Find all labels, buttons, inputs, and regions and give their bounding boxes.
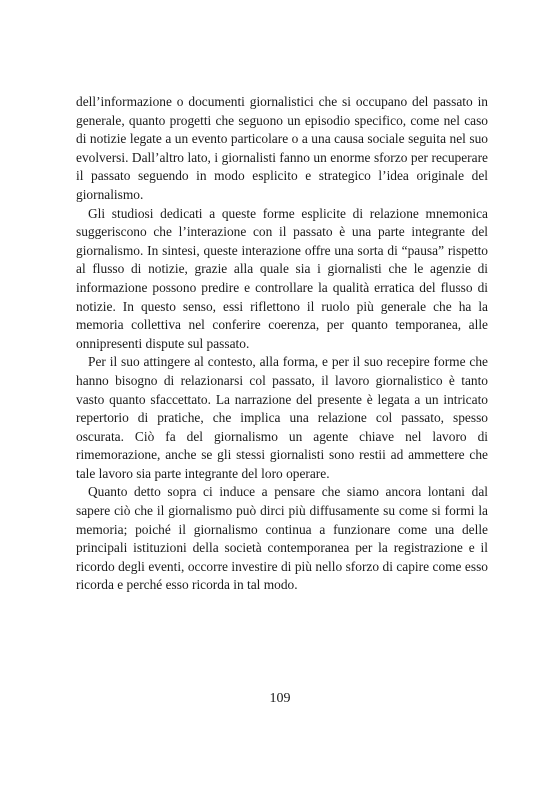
page-number: 109 [269, 691, 291, 706]
paragraph: Per il suo attingere al contesto, alla forma, e per il suo recepire forme che hanno bisogno di relazionarsi col passato, il lavoro giornalistico è tanto vasto quanto sfaccettato. La narrazione del presente è legata a un intricato repertorio di pratiche, che implica una relazione col passato, spesso oscurata. Ciò fa del giornalismo un agente chiave nel lavoro di rimemorazione, anche se gli stessi giornalisti sono restii ad ammettere che tale lavoro sia parte integrante del loro operare. [76, 354, 488, 481]
paragraph: dell’informazione o documenti giornalistici che si occupano del passato in generale, quanto progetti che seguono un episodio specifico, come nel caso di notizie legate a un evento particolare o a una causa sociale seguita nel suo evolversi. Dall’altro lato, i giornalisti fanno un enorme sforzo per recuperare il passato seguendo in modo esplicito e strategico l’idea originale del giornalismo. [76, 94, 488, 202]
paragraph: Gli studiosi dedicati a queste forme esplicite di relazione mnemonica suggeriscono che l’interazione con il passato è una parte integrante del giornalismo. In sintesi, queste interazione offre una sorta di “pausa” rispetto al flusso di notizie, grazie alla quale sia i giornalisti che le agenzie di informazione possono predire e controllare la qualità erratica del flusso di notizie. In questo senso, essi riflettono il ruolo più generale che ha la memoria collettiva nel conferire coerenza, per quanto temporanea, alle onnipresenti dispute sul passato. [76, 205, 488, 351]
body-text [76, 93, 488, 595]
paragraph: Quanto detto sopra ci induce a pensare che siamo ancora lontani dal sapere ciò che il giornalismo può dirci più diffusamente su come si formi la memoria; poiché il giornalismo continua a funzionare come una delle principali istituzioni della società contemporanea per la registrazione e il ricordo degli eventi, occorre investire di più nello sforzo di capire come esso ricorda e perché esso ricorda in tal modo. [76, 484, 488, 593]
